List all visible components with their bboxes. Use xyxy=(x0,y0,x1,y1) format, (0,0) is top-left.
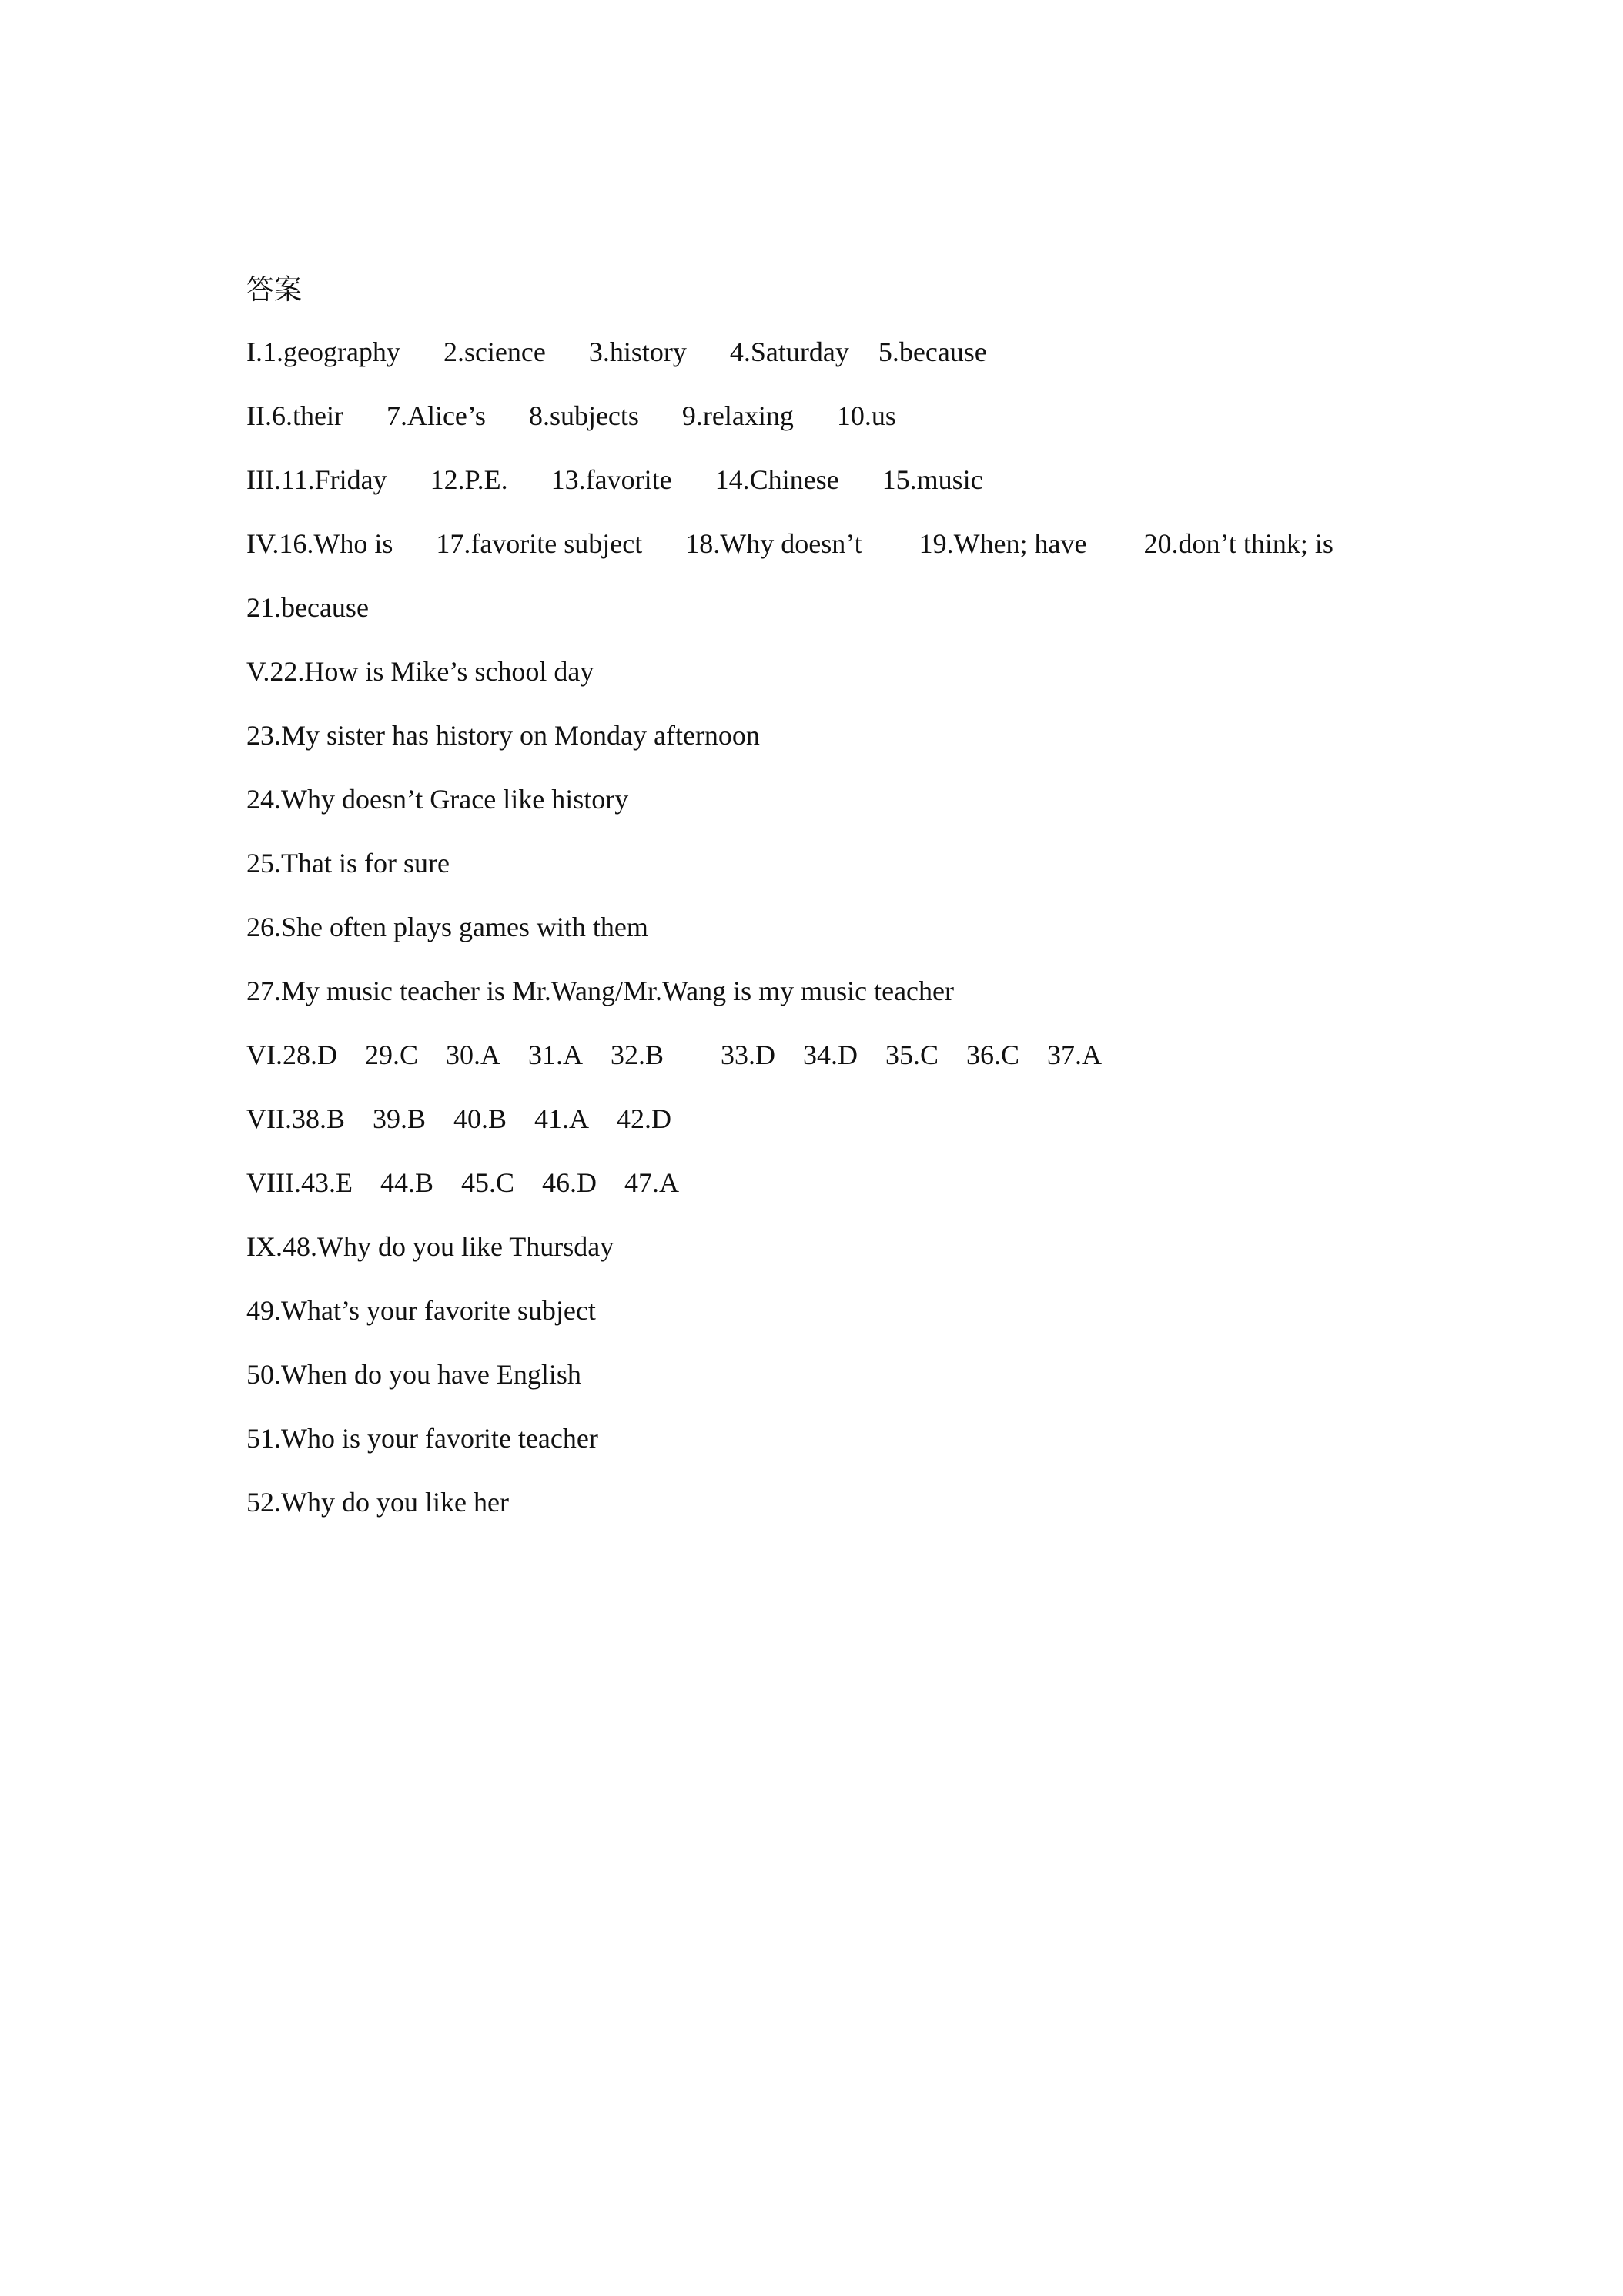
answer-item: 5.because xyxy=(878,336,987,367)
answer-item: 46.D xyxy=(541,1167,597,1198)
answer-item: 33.D xyxy=(721,1039,776,1070)
answer-key xyxy=(246,271,1447,1549)
answer-item: 30.A xyxy=(446,1039,500,1070)
answer-line: 23.My sister has history on Monday afternoon xyxy=(246,720,760,751)
section-4-continued: 21.because xyxy=(246,592,369,623)
section-6-answers xyxy=(246,1038,1447,1072)
section-2-answers xyxy=(246,399,1447,433)
answer-line: IX.48.Why do you like Thursday xyxy=(246,1231,614,1262)
answer-item: 2.science xyxy=(443,336,546,367)
answer-item: VII.38.B xyxy=(246,1103,345,1134)
answer-item: 37.A xyxy=(1047,1039,1103,1070)
answer-item: 3.history xyxy=(588,336,687,367)
answer-line: 51.Who is your favorite teacher xyxy=(246,1423,598,1454)
answer-line: 26.She often plays games with them xyxy=(246,912,648,942)
answer-item: 17.favorite subject xyxy=(436,528,643,559)
answer-item: 8.subjects xyxy=(528,400,639,431)
answer-item: 14.Chinese xyxy=(714,464,839,495)
answer-item: II.6.their xyxy=(246,400,343,431)
answer-item: 32.B xyxy=(611,1039,664,1070)
answer-line: 27.My music teacher is Mr.Wang/Mr.Wang is my music teacher xyxy=(246,976,955,1006)
section-7-answers xyxy=(246,1102,1447,1136)
answer-item: I.1.geography xyxy=(246,336,400,367)
answer-item: 36.C xyxy=(966,1039,1020,1070)
answer-item: 29.C xyxy=(364,1039,418,1070)
section-8-answers xyxy=(246,1166,1447,1200)
answer-item: 42.D xyxy=(617,1103,672,1134)
answer-item: 35.C xyxy=(885,1039,939,1070)
answer-item: III.11.Friday xyxy=(246,464,387,495)
answer-item: 31.A xyxy=(528,1039,583,1070)
answer-item: VIII.43.E xyxy=(246,1167,353,1198)
section-3-answers xyxy=(246,463,1447,497)
answer-line: 24.Why doesn’t Grace like history xyxy=(246,784,629,815)
answer-item: 20.don’t think; is xyxy=(1143,528,1334,559)
answer-item: 39.B xyxy=(373,1103,427,1134)
answer-item: 13.favorite xyxy=(550,464,672,495)
answer-item: 18.Why doesn’t xyxy=(685,528,862,559)
answer-item: 4.Saturday xyxy=(729,336,849,367)
answer-item: 40.B xyxy=(453,1103,507,1134)
answer-line: V.22.How is Mike’s school day xyxy=(246,656,594,687)
section-1-answers xyxy=(246,335,1447,369)
answer-item: 45.C xyxy=(460,1167,514,1198)
answer-line: 25.That is for sure xyxy=(246,848,450,879)
answer-item: 15.music xyxy=(882,464,983,495)
answer-item: 34.D xyxy=(803,1039,858,1070)
answer-line: 49.What’s your favorite subject xyxy=(246,1295,596,1326)
page-title: 答案 xyxy=(246,274,303,306)
answer-item: 47.A xyxy=(624,1167,679,1198)
answer-item: 10.us xyxy=(836,400,896,431)
answer-line: 50.When do you have English xyxy=(246,1359,581,1390)
answer-line: 52.Why do you like her xyxy=(246,1487,509,1518)
answer-item: 9.relaxing xyxy=(681,400,794,431)
answer-item: IV.16.Who is xyxy=(246,528,393,559)
answer-item: 7.Alice’s xyxy=(386,400,486,431)
answer-item: 44.B xyxy=(380,1167,433,1198)
answer-item: 19.When; have xyxy=(919,528,1087,559)
answer-item: 12.P.E. xyxy=(430,464,508,495)
answer-item: VI.28.D xyxy=(246,1039,337,1070)
answer-item: 41.A xyxy=(534,1103,590,1134)
section-4-answers xyxy=(246,527,1447,561)
